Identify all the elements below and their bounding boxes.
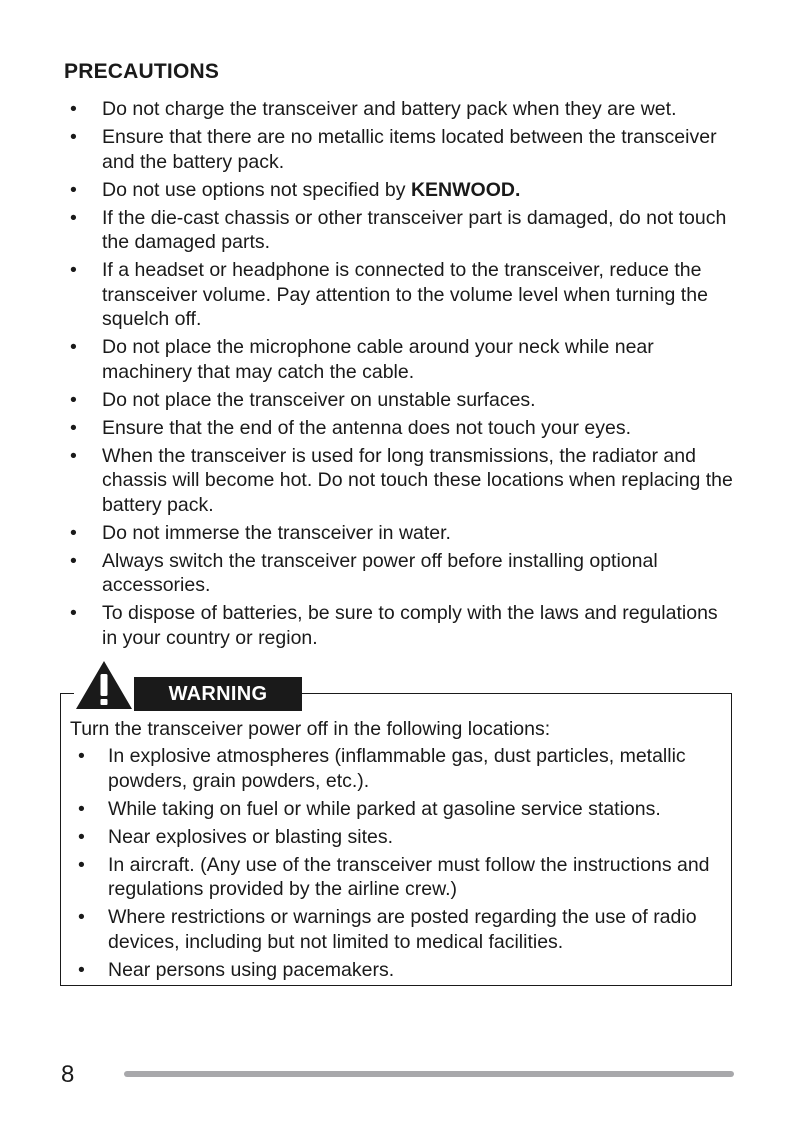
list-item-text: Do not charge the transceiver and battery pack when they are wet.: [102, 98, 677, 120]
bullet-icon: •: [70, 388, 77, 411]
list-item: [64, 549, 734, 598]
list-item-text: In aircraft. (Any use of the transceiver must follow the instructions and regulations provided by the airline crew.): [108, 853, 710, 900]
list-item-text: To dispose of batteries, be sure to comply with the laws and regulations in your country or region.: [102, 602, 718, 649]
warning-label: WARNING: [134, 677, 302, 711]
list-item: [70, 797, 725, 822]
list-item: [64, 178, 734, 203]
page-number: 8: [61, 1061, 75, 1088]
list-item-text: Ensure that there are no metallic items located between the transceiver and the battery pack.: [102, 126, 717, 173]
precautions-list: [64, 97, 734, 654]
list-item-text: Do not place the microphone cable around your neck while near machinery that may catch the cable.: [102, 336, 654, 383]
list-item: [64, 521, 734, 546]
list-item-text: Near explosives or blasting sites.: [108, 825, 394, 848]
list-item: [64, 388, 734, 413]
list-item: [64, 125, 734, 174]
bullet-icon: •: [78, 906, 85, 928]
exclamation-triangle-icon: [74, 659, 134, 711]
bullet-icon: •: [78, 958, 85, 981]
bullet-icon: •: [78, 745, 85, 767]
list-item: [70, 853, 725, 902]
bullet-icon: •: [70, 336, 77, 358]
list-item: [64, 601, 734, 650]
warning-list: [70, 744, 725, 986]
list-item-text: Always switch the transceiver power off before installing optional accessories.: [102, 549, 658, 596]
section-title: PRECAUTIONS: [64, 60, 220, 83]
list-item: [64, 335, 734, 384]
list-item-text: Ensure that the end of the antenna does not touch your eyes.: [102, 416, 632, 439]
list-item: [64, 258, 734, 332]
list-item-text: Near persons using pacemakers.: [108, 958, 395, 981]
list-item-text: Where restrictions or warnings are posted regarding the use of radio devices, including but not limited to medical facilities.: [108, 906, 697, 953]
list-item-text: In explosive atmospheres (inflammable gas, dust particles, metallic powders, grain powders, etc.).: [108, 745, 686, 792]
list-item: [70, 744, 725, 793]
bullet-icon: •: [78, 797, 85, 820]
bullet-icon: •: [70, 521, 77, 544]
list-item-text: If the die-cast chassis or other transceiver part is damaged, do not touch the damaged parts.: [102, 206, 727, 253]
bullet-icon: •: [70, 416, 77, 439]
list-item: [64, 206, 734, 255]
list-item: [64, 416, 734, 441]
list-item: [64, 444, 734, 518]
list-item: [70, 958, 725, 983]
list-item-text: Do not place the transceiver on unstable surfaces.: [102, 388, 536, 411]
list-item: [64, 97, 734, 122]
brand-name: KENWOOD.: [410, 178, 521, 201]
bullet-icon: •: [70, 259, 77, 281]
list-item-text: When the transceiver is used for long transmissions, the radiator and chassis will become hot. Do not touch these locations when replacing the battery pack.: [102, 444, 733, 516]
list-item-text: Do not immerse the transceiver in water.: [102, 521, 451, 544]
bullet-icon: •: [70, 178, 77, 201]
bullet-icon: •: [70, 126, 77, 148]
bullet-icon: •: [70, 98, 77, 120]
bullet-icon: •: [78, 825, 85, 848]
list-item: [70, 905, 725, 954]
footer-bar: [124, 1071, 734, 1077]
list-item: [70, 825, 725, 850]
list-item-text: If a headset or headphone is connected to the transceiver, reduce the transceiver volume. Pay attention to the volume level when turning the squelch off.: [102, 259, 708, 330]
list-item-text: Do not use options not specified by: [102, 178, 411, 201]
warning-intro: Turn the transceiver power off in the following locations:: [70, 718, 551, 740]
list-item-text: While taking on fuel or while parked at gasoline service stations.: [108, 797, 661, 820]
bullet-icon: •: [70, 602, 77, 624]
bullet-icon: •: [78, 853, 85, 876]
bullet-icon: •: [70, 206, 77, 229]
bullet-icon: •: [70, 444, 77, 467]
bullet-icon: •: [70, 549, 77, 572]
